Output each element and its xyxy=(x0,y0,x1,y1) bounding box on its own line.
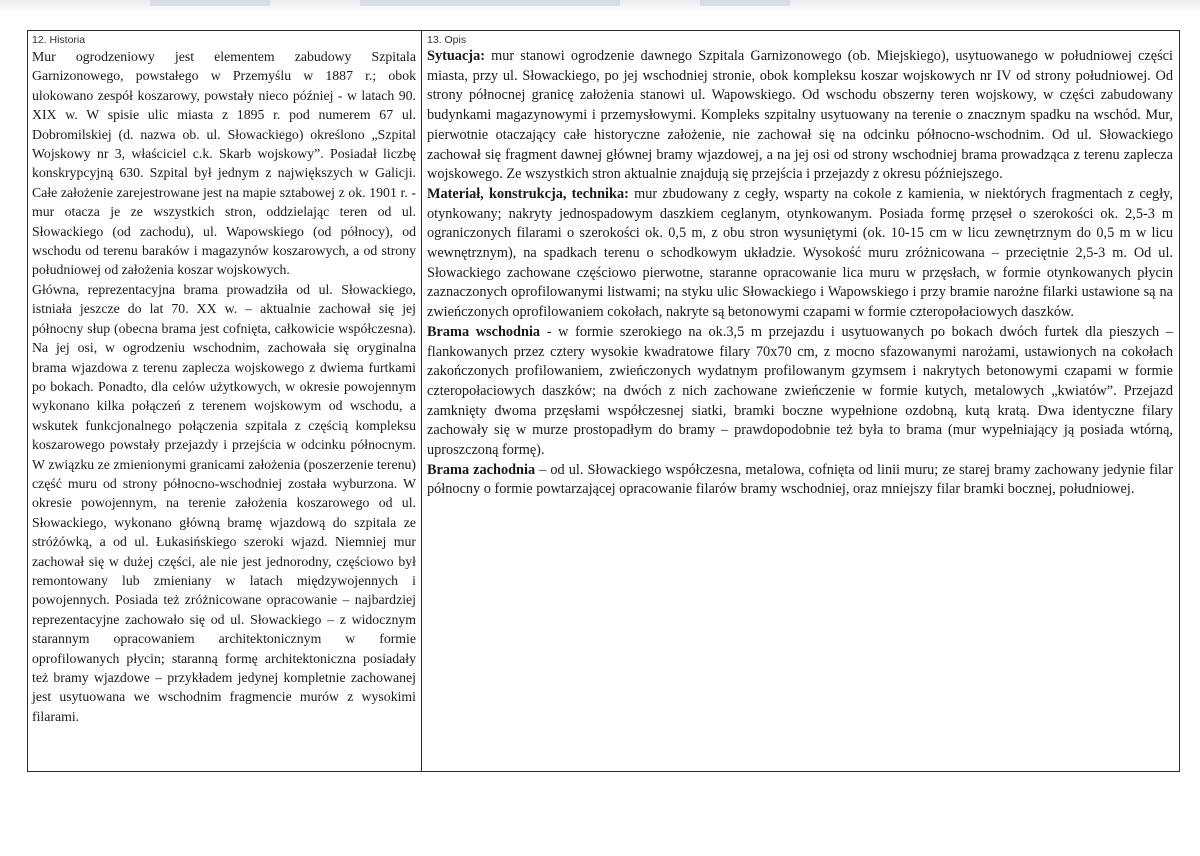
section-west-gate-heading: Brama zachodnia xyxy=(427,461,536,478)
section-east-gate-text: - w formie szerokiego na ok.3,5 m przejazdu i usytuowanych po bokach dwóch furtek dla pieszych – flankowanych przez cztery wysokie kwadratowe filary 70x70 cm, z mocno sfazowanymi narożami, ustawionych na cokołach zakończonych profilowaniem, zwieńczonych wydatnym profilowanym gzymsem i nakrytych betonowymi czapami w formie czteropołaciowych daszków; na dwóch z nich zachowane zwieńczenie w formie kutych, metalowych „kwiatów”. Przejazd zamknięty dwoma przęsłami współczesnej siatki, bramki boczne wypełnione ozdobną, kutą kratą. Dwa identyczne filary zachowały się w murze prostopadłym do bramy – prawdopodobnie też była to brama (mur wypełniający ją posiada wtórną, uproszczoną formę). xyxy=(427,323,1173,459)
section-material-heading: Materiał, konstrukcja, technika: xyxy=(427,185,629,202)
history-paragraph-2: Główna, reprezentacyjna brama prowadziła od ul. Słowackiego, istniała jeszcze do lat 70. XX w. – aktualnie zachował się jej północny słup (obecna brama jest cofnięta, całkowicie współczesna). Na jej osi, w ogrodzeniu wschodnim, zachowała się oryginalna brama wjazdowa z terenu zaplecza wojskowego z dwiema furtkami po bokach. Ponadto, dla celów użytkowych, w okresie powojennym wykonano kilka połączeń z terenem wojskowym od wschodu, a wskutek funkcjonalnego połączenia szpitala z częścią kompleksu koszarowego powstały przejazdy i przejścia w odcinku północnym. W związku ze zmienionymi granicami założenia (poszerzenie terenu) część muru od strony północno-wschodniej została wyburzona. W okresie powojennym, na terenie założenia koszarowego od ul. Słowackiego, wykonano główną bramę wjazdową do szpitala ze stróżówką, a od ul. Łukasińskiego szeroki wjazd. Niemniej mur zachował się w dużej części, ale nie jest jednorodny, częściowo był remontowany lub zmieniany w latach międzywojennych i powojennych. Posiada też zróżnicowane opracowanie – najbardziej reprezentacyjne zachowało się od ul. Słowackiego – z widocznym starannym opracowaniem architektonicznym w formie oprofilowanych płycin; staranną formę architektoniczna posiadały też bramy wjazdowe – przykładem jedynej kompletnie zachowanej jest usytuowana we wschodnim fragmencie murów z wysokimi filarami. xyxy=(32,281,416,724)
description-label: 13. Opis xyxy=(427,34,467,46)
section-east-gate-heading: Brama wschodnia xyxy=(427,323,541,340)
section-situation-text: mur stanowi ogrodzenie dawnego Szpitala Garnizonowego (ob. Miejskiego), usytuowanego w południowej części miasta, przy ul. Słowackiego, po jej wschodniej stronie, obok kompleksu koszar wojskowych nr IV od strony południowej. Od strony północnej granicę założenia stanowi ul. Wapowskiego. Od wschodu obszerny teren wojskowy, w części zabudowany budynkami magazynowymi i przemysłowymi. Kompleks szpitalny usytuowany na terenie o znacznym spadku na wschód. Mur, pierwotnie otaczający całe historyczne założenie, nie zachował się na odcinku północno-wschodnim. Od ul. Słowackiego zachował się fragment dawnej głównej bramy wjazdowej, a na jej osi od strony wschodniej brama prowadząca z terenu zaplecza wojskowego. Ze wszystkich stron aktualnie znajdują się przejścia i przejazdy z okresu późniejszego. xyxy=(427,48,1173,183)
history-paragraph-1: Mur ogrodzeniowy jest elementem zabudowy Szpitala Garnizonowego, powstałego w Przemyślu w 1887 r.; obok ulokowano zespół koszarowy, powstały nieco później - w latach 90. XIX w. W spisie ulic miasta z 1895 r. pod numerem 67 ul. Dobromilskiej (d. nazwa ob. ul. Słowackiego) określono „Szpital Wojskowy nr 3, właściciel c.k. Skarb wojskowy”. Posiadał liczbę konskrypcyjną 630. Szpital był jednym z największych w Galicji. Całe założenie zarejestrowane jest na mapie sztabowej z ok. 1901 r. - mur otacza je ze wszystkich stron, oddzielając teren od ul. Słowackiego (od zachodu), ul. Wapowskiego (od północy), od wschodu od terenu baraków i magazynów koszarowych, a od strony południowej od założenia koszar wojskowych. xyxy=(32,49,416,278)
section-west-gate xyxy=(427,461,1173,500)
history-column xyxy=(32,34,416,726)
section-east-gate xyxy=(427,323,1173,461)
section-material-text: mur zbudowany z cegły, wsparty na cokole z kamienia, w niektórych fragmentach z cegły, otynkowany; nakryty jednospadowym daszkiem ceglanym, otynkowanym. Posiada formę przęseł o szerokości ok. 2,5-3 m ograniczonych filarami o szerokości ok. 0,5 m, z obu stron wysuniętymi (ok. 10-15 cm w licu zewnętrznym do 0,5 m w licu wewnętrznym), na spadkach terenu o schodkowym układzie. Wysokość muru zróżnicowana – przeciętnie 2,5-3 m. Od ul. Słowackiego zachowane częściowo pierwotne, staranne opracowanie lica muru w przęsłach, w formie otynkowanych płycin zaznaczonych oprofilowanymi listwami; na styku ulic Słowackiego i Wapowskiego i przy bramie narożne filarki ustawione są na zwieńczonych oprofilowaniem cokołach, nakryte są betonowymi czapami w formie czteropołaciowych daszków. xyxy=(427,185,1173,321)
section-material xyxy=(427,185,1173,323)
section-situation xyxy=(427,47,1173,185)
column-divider xyxy=(421,30,422,772)
history-label: 12. Historia xyxy=(32,34,86,46)
description-column xyxy=(427,34,1173,500)
section-situation-heading: Sytuacja: xyxy=(427,48,485,64)
scan-top-band xyxy=(0,0,1200,12)
scan-smudge xyxy=(700,0,790,6)
section-west-gate-text: – od ul. Słowackiego współczesna, metalowa, cofnięta od linii muru; ze starej bramy zachowany jedynie filar północny o formie powtarzającej opracowanie filarów bramy wschodniej, oraz mniejszy filar bramki bocznej, południowej. xyxy=(427,461,1173,498)
scan-smudge xyxy=(360,0,620,6)
scan-smudge xyxy=(150,0,270,6)
